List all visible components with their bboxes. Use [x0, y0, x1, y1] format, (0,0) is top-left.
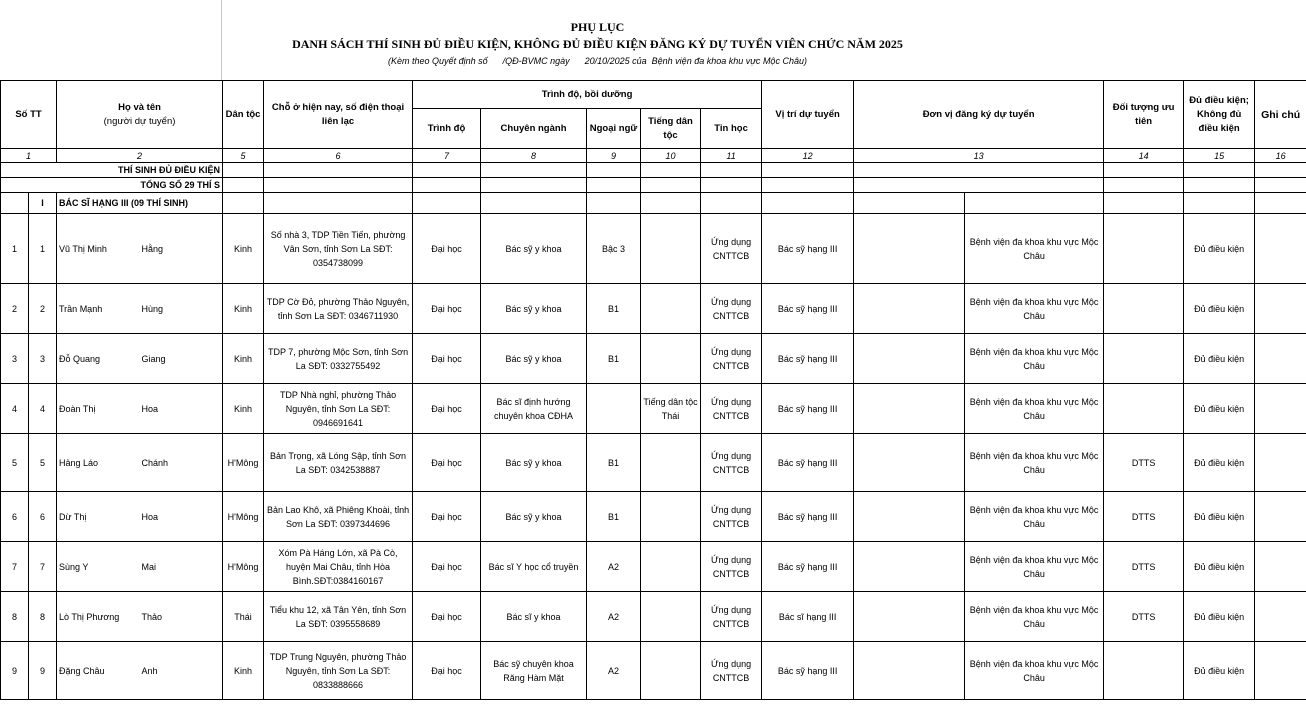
group-title: BÁC SĨ HẠNG III (09 THÍ SINH): [57, 193, 223, 214]
eligibility: Đủ điều kiện: [1184, 592, 1255, 642]
col-number: 7: [413, 149, 481, 163]
table-row: [1, 492, 1306, 542]
foreign-language: B1: [587, 284, 641, 334]
name-header-sub: (người dự tuyển): [103, 115, 176, 127]
education-level: Đại học: [413, 384, 481, 434]
row-group-index: 8: [29, 592, 57, 642]
note: [1255, 492, 1306, 542]
last-name: Đặng Châu: [57, 642, 140, 700]
ethnicity: Thái: [223, 592, 264, 642]
major: Bác sỹ y khoa: [481, 334, 587, 384]
col-number: 13: [854, 149, 1104, 163]
ethnicity: H'Mông: [223, 492, 264, 542]
row-index: 4: [1, 384, 29, 434]
education-level: Đại học: [413, 284, 481, 334]
group-number: I: [29, 193, 57, 214]
ethnic-language: [641, 592, 701, 642]
last-name: Hảng Láo: [57, 434, 140, 492]
row-index: 9: [1, 642, 29, 700]
col-header-education: Trình độ, bồi dưỡng: [413, 81, 762, 109]
unit-spacer: [854, 214, 965, 284]
note: [1255, 642, 1306, 700]
position: Bác sỹ hạng III: [762, 542, 854, 592]
last-name: Đỗ Quang: [57, 334, 140, 384]
priority-group: [1104, 334, 1184, 384]
ethnicity: Kinh: [223, 642, 264, 700]
it-skill: Ứng dụng CNTTCB: [701, 434, 762, 492]
foreign-language: A2: [587, 592, 641, 642]
registered-unit: Bệnh viện đa khoa khu vực Mộc Châu: [965, 434, 1104, 492]
eligibility: Đủ điều kiện: [1184, 384, 1255, 434]
row-group-index: 6: [29, 492, 57, 542]
ethnic-language: [641, 434, 701, 492]
table-row: [1, 434, 1306, 492]
major: Bác sĩ định hướng chuyên khoa CĐHA: [481, 384, 587, 434]
eligibility: Đủ điều kiện: [1184, 214, 1255, 284]
row-group-index: 3: [29, 334, 57, 384]
ethnic-language: [641, 492, 701, 542]
foreign-language: B1: [587, 434, 641, 492]
col-number: 15: [1184, 149, 1255, 163]
table-row: [1, 284, 1306, 334]
position: Bác sỹ hạng III: [762, 434, 854, 492]
eligibility: Đủ điều kiện: [1184, 434, 1255, 492]
decision-reference: (Kèm theo Quyết định số /QĐ-BVMC ngày 20/10/2025 của Bệnh viện đa khoa khu vực Mộc Châu): [388, 56, 807, 66]
major: Bác sỹ y khoa: [481, 284, 587, 334]
col-number: 12: [762, 149, 854, 163]
col-number: 14: [1104, 149, 1184, 163]
education-level: Đại học: [413, 214, 481, 284]
education-level: Đại học: [413, 334, 481, 384]
col-header-foreign: Ngoại ngữ: [587, 109, 641, 149]
ethnicity: Kinh: [223, 214, 264, 284]
education-level: Đại học: [413, 592, 481, 642]
priority-group: DTTS: [1104, 492, 1184, 542]
last-name: Sùng Y: [57, 542, 140, 592]
address-phone: Bản Lao Khô, xã Phiêng Khoài, tỉnh Sơn La SĐT: 0397344696: [264, 492, 413, 542]
row-group-index: 2: [29, 284, 57, 334]
priority-group: DTTS: [1104, 434, 1184, 492]
eligibility: Đủ điều kiện: [1184, 642, 1255, 700]
row-index: 2: [1, 284, 29, 334]
ethnic-language: Tiếng dân tộc Thái: [641, 384, 701, 434]
priority-group: DTTS: [1104, 592, 1184, 642]
foreign-language: [587, 384, 641, 434]
address-phone: TDP Trung Nguyên, phường Thảo Nguyên, tỉnh Sơn La SĐT: 0833888666: [264, 642, 413, 700]
note: [1255, 384, 1306, 434]
major: Bác sĩ y khoa: [481, 592, 587, 642]
registered-unit: Bệnh viện đa khoa khu vực Mộc Châu: [965, 542, 1104, 592]
col-number: 2: [57, 149, 223, 163]
row-group-index: 4: [29, 384, 57, 434]
last-name: Lò Thị Phương: [57, 592, 140, 642]
unit-spacer: [854, 384, 965, 434]
section-row: [1, 178, 1306, 193]
row-group-index: 7: [29, 542, 57, 592]
row-index: 3: [1, 334, 29, 384]
section-row: [1, 163, 1306, 178]
col-header-stt: Số TT: [1, 81, 57, 149]
document-header: [0, 0, 1306, 80]
ethnicity: Kinh: [223, 384, 264, 434]
ethnicity: Kinh: [223, 334, 264, 384]
section-eligible-title: THÍ SINH ĐỦ ĐIỀU KIỆN: [1, 163, 223, 178]
it-skill: Ứng dụng CNTTCB: [701, 542, 762, 592]
position: Bác sỹ hạng III: [762, 642, 854, 700]
position: Bác sỹ hạng III: [762, 492, 854, 542]
col-header-note: Ghi chú: [1255, 81, 1306, 149]
name-header-label: Họ và tên: [118, 101, 161, 113]
last-name: Đoàn Thị: [57, 384, 140, 434]
group-row: [1, 193, 1306, 214]
first-name: Giang: [140, 334, 223, 384]
ethnicity: Kinh: [223, 284, 264, 334]
priority-group: [1104, 384, 1184, 434]
col-number: 1: [1, 149, 57, 163]
address-phone: TDP Nhà nghỉ, phường Thảo Nguyên, tỉnh Sơn La SĐT: 0946691641: [264, 384, 413, 434]
col-header-level: Trình độ: [413, 109, 481, 149]
row-index: 5: [1, 434, 29, 492]
foreign-language: B1: [587, 334, 641, 384]
priority-group: [1104, 642, 1184, 700]
first-name: Chánh: [140, 434, 223, 492]
education-level: Đại học: [413, 434, 481, 492]
it-skill: Ứng dụng CNTTCB: [701, 284, 762, 334]
col-header-address: Chỗ ở hiện nay, số điện thoại liên lạc: [264, 81, 413, 149]
it-skill: Ứng dụng CNTTCB: [701, 384, 762, 434]
note: [1255, 434, 1306, 492]
col-header-name: [57, 81, 223, 149]
row-group-index: 1: [29, 214, 57, 284]
col-number: 8: [481, 149, 587, 163]
first-name: Hoa: [140, 492, 223, 542]
unit-spacer: [854, 492, 965, 542]
ethnic-language: [641, 334, 701, 384]
ethnicity: H'Mông: [223, 434, 264, 492]
table-row: [1, 592, 1306, 642]
col-header-ethnic-lang: Tiếng dân tộc: [641, 109, 701, 149]
col-number: 11: [701, 149, 762, 163]
education-level: Đại học: [413, 642, 481, 700]
row-group-index: 9: [29, 642, 57, 700]
foreign-language: A2: [587, 542, 641, 592]
priority-group: [1104, 284, 1184, 334]
unit-spacer: [854, 284, 965, 334]
position: Bác sỹ hạng III: [762, 284, 854, 334]
education-level: Đại học: [413, 542, 481, 592]
it-skill: Ứng dụng CNTTCB: [701, 492, 762, 542]
row-index: 7: [1, 542, 29, 592]
priority-group: [1104, 214, 1184, 284]
table-row: [1, 214, 1306, 284]
registered-unit: Bệnh viện đa khoa khu vực Mộc Châu: [965, 592, 1104, 642]
registered-unit: Bệnh viện đa khoa khu vực Mộc Châu: [965, 642, 1104, 700]
address-phone: Bản Trọng, xã Lóng Sập, tỉnh Sơn La SĐT: 0342538887: [264, 434, 413, 492]
registered-unit: Bệnh viện đa khoa khu vực Mộc Châu: [965, 284, 1104, 334]
position: Bác sỹ hạng III: [762, 334, 854, 384]
it-skill: Ứng dụng CNTTCB: [701, 642, 762, 700]
major: Bác sỹ y khoa: [481, 434, 587, 492]
registered-unit: Bệnh viện đa khoa khu vực Mộc Châu: [965, 492, 1104, 542]
eligibility: Đủ điều kiện: [1184, 542, 1255, 592]
eligibility: Đủ điều kiện: [1184, 334, 1255, 384]
registered-unit: Bệnh viện đa khoa khu vực Mộc Châu: [965, 334, 1104, 384]
row-group-index: 5: [29, 434, 57, 492]
row-index: 1: [1, 214, 29, 284]
ethnic-language: [641, 284, 701, 334]
registered-unit: Bệnh viện đa khoa khu vực Mộc Châu: [965, 384, 1104, 434]
note: [1255, 284, 1306, 334]
major: Bác sỹ y khoa: [481, 214, 587, 284]
col-header-ethnic: Dân tộc: [223, 81, 264, 149]
eligibility: Đủ điều kiện: [1184, 284, 1255, 334]
first-name: Hằng: [140, 214, 223, 284]
major: Bác sỹ y khoa: [481, 492, 587, 542]
address-phone: Số nhà 3, TDP Tiền Tiến, phường Vân Sơn, tỉnh Sơn La SĐT: 0354738099: [264, 214, 413, 284]
unit-spacer: [854, 542, 965, 592]
ethnic-language: [641, 214, 701, 284]
major: Bác sĩ Y học cổ truyền: [481, 542, 587, 592]
col-header-unit: Đơn vị đăng ký dự tuyển: [854, 81, 1104, 149]
priority-group: DTTS: [1104, 542, 1184, 592]
ethnic-language: [641, 642, 701, 700]
it-skill: Ứng dụng CNTTCB: [701, 334, 762, 384]
first-name: Anh: [140, 642, 223, 700]
col-header-eligible: Đủ điều kiện; Không đủ điều kiện: [1184, 81, 1255, 149]
ethnicity: H'Mông: [223, 542, 264, 592]
address-phone: TDP 7, phường Mộc Sơn, tỉnh Sơn La SĐT: 0332755492: [264, 334, 413, 384]
foreign-language: B1: [587, 492, 641, 542]
unit-spacer: [854, 434, 965, 492]
position: Bác sỹ hạng III: [762, 214, 854, 284]
col-number: 6: [264, 149, 413, 163]
foreign-language: A2: [587, 642, 641, 700]
first-name: Mai: [140, 542, 223, 592]
note: [1255, 542, 1306, 592]
first-name: Hùng: [140, 284, 223, 334]
table-row: [1, 334, 1306, 384]
unit-spacer: [854, 334, 965, 384]
col-number: 5: [223, 149, 264, 163]
table-row: [1, 542, 1306, 592]
appendix-title: PHỤ LỤC: [570, 20, 625, 34]
col-number: 16: [1255, 149, 1306, 163]
note: [1255, 214, 1306, 284]
first-name: Hoa: [140, 384, 223, 434]
col-header-priority: Đối tượng ưu tiên: [1104, 81, 1184, 149]
it-skill: Ứng dụng CNTTCB: [701, 592, 762, 642]
first-name: Thảo: [140, 592, 223, 642]
eligibility: Đủ điều kiện: [1184, 492, 1255, 542]
col-header-position: Vị trí dự tuyển: [762, 81, 854, 149]
section-total: TỔNG SỐ 29 THÍ S: [1, 178, 223, 193]
row-index: 6: [1, 492, 29, 542]
address-phone: Xóm Pà Háng Lớn, xã Pà Cò, huyện Mai Châu, tỉnh Hòa Bình.SĐT:0384160167: [264, 542, 413, 592]
position: Bác sỹ hạng III: [762, 384, 854, 434]
col-header-major: Chuyên ngành: [481, 109, 587, 149]
table-row: [1, 384, 1306, 434]
position: Bác sĩ hạng III: [762, 592, 854, 642]
last-name: Trần Mạnh: [57, 284, 140, 334]
address-phone: TDP Cờ Đỏ, phường Thảo Nguyên, tỉnh Sơn La SĐT: 0346711930: [264, 284, 413, 334]
major: Bác sỹ chuyên khoa Răng Hàm Mặt: [481, 642, 587, 700]
unit-spacer: [854, 592, 965, 642]
table-row: [1, 642, 1306, 700]
unit-spacer: [854, 642, 965, 700]
column-number-row: [1, 149, 1306, 163]
last-name: Vũ Thị Minh: [57, 214, 140, 284]
col-number: 10: [641, 149, 701, 163]
col-number: 9: [587, 149, 641, 163]
note: [1255, 592, 1306, 642]
ethnic-language: [641, 542, 701, 592]
row-index: 8: [1, 592, 29, 642]
col-header-it: Tin học: [701, 109, 762, 149]
last-name: Dừ Thị: [57, 492, 140, 542]
note: [1255, 334, 1306, 384]
education-level: Đại học: [413, 492, 481, 542]
candidate-table: [0, 80, 1306, 700]
foreign-language: Bậc 3: [587, 214, 641, 284]
it-skill: Ứng dụng CNTTCB: [701, 214, 762, 284]
list-title: DANH SÁCH THÍ SINH ĐỦ ĐIỀU KIỆN, KHÔNG ĐỦ ĐIỀU KIỆN ĐĂNG KÝ DỰ TUYỂN VIÊN CHỨC NĂM 2025: [292, 37, 903, 51]
registered-unit: Bệnh viện đa khoa khu vực Mộc Châu: [965, 214, 1104, 284]
address-phone: Tiểu khu 12, xã Tân Yên, tỉnh Sơn La SĐT: 0395558689: [264, 592, 413, 642]
